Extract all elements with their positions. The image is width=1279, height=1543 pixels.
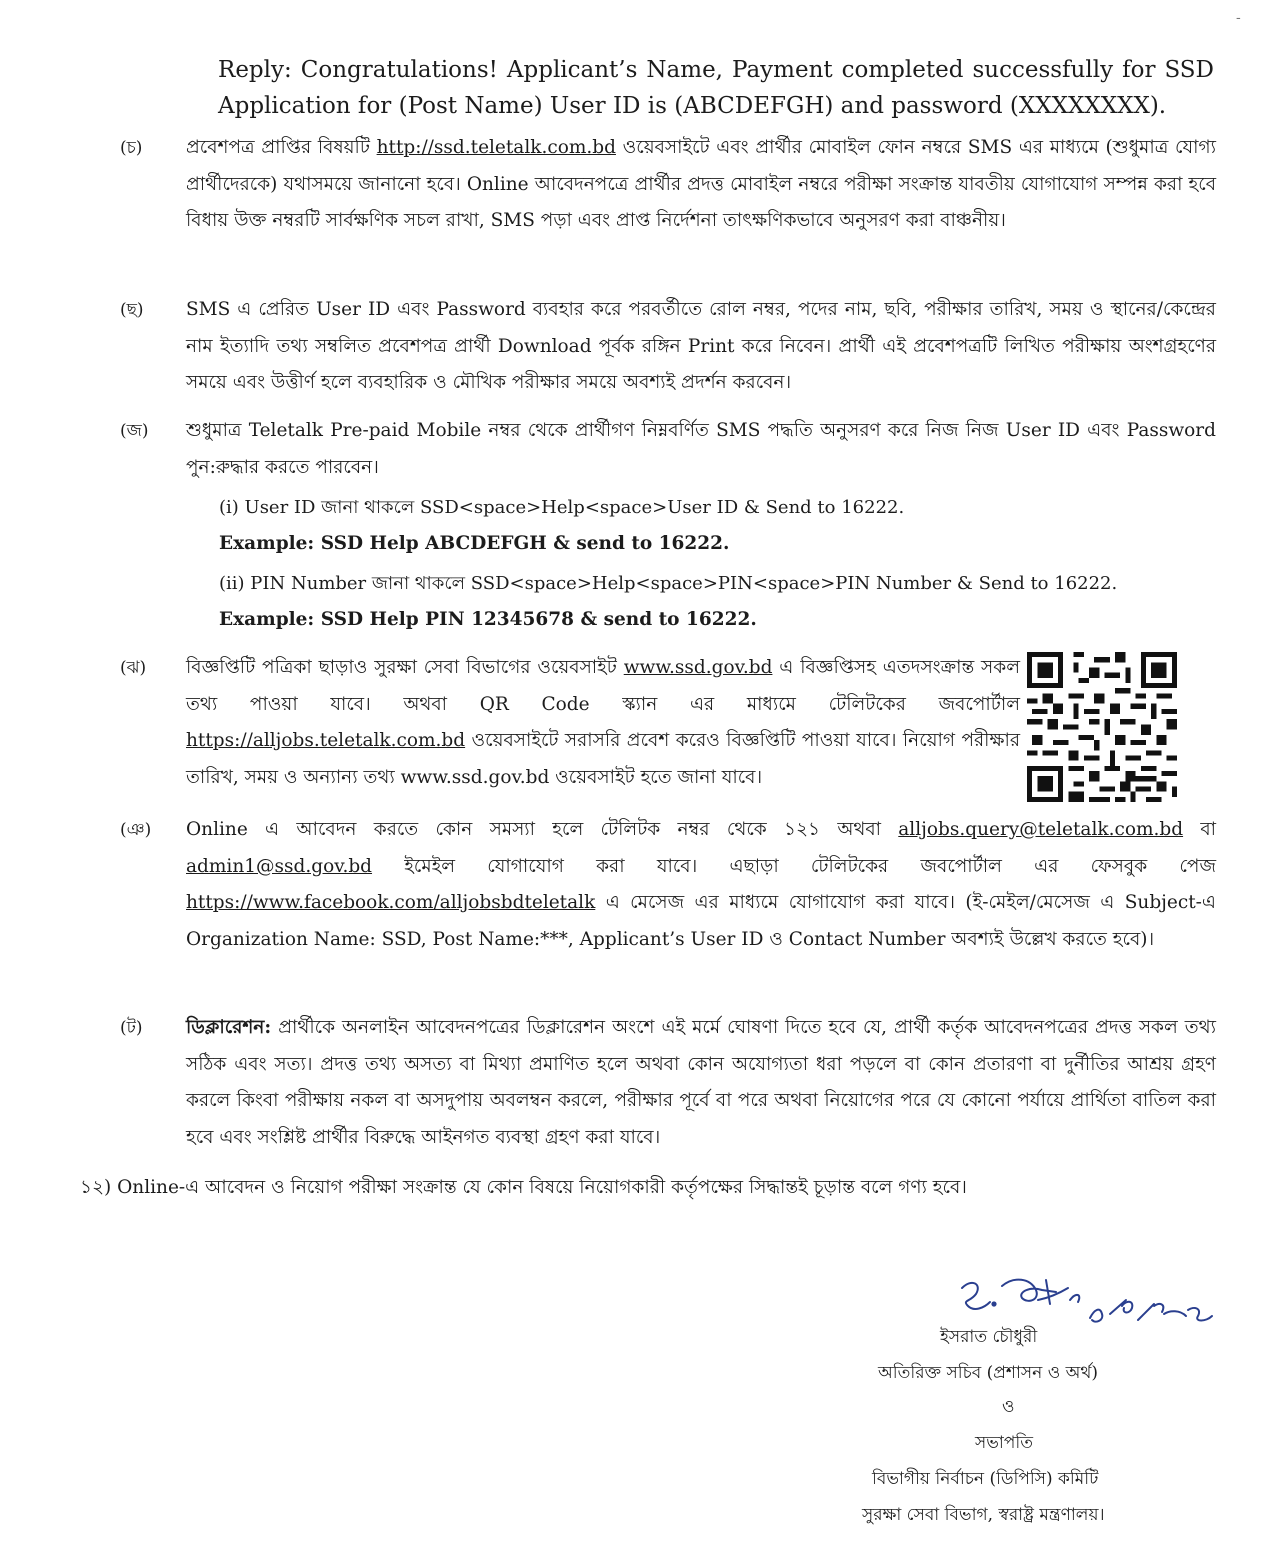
item-label: (ট) bbox=[120, 1018, 143, 1038]
final-clause: ১২) Online-এ আবেদন ও নিয়োগ পরীক্ষা সংক্রান্ত যে কোন বিষয়ে নিয়োগকারী কর্তৃপক্ষের সিদ্ধান্তই চূড়ান্ত বলে গণ্য হবে। bbox=[80, 1177, 967, 1198]
item-body bbox=[186, 1010, 1216, 1156]
item-text: ইমেইল যোগাযোগ করা যাবে। এছাড়া টেলিটকের জবপোর্টাল এর ফেসবুক পেজ bbox=[372, 855, 1216, 877]
signatory-role: সভাপতি bbox=[975, 1433, 1033, 1453]
item-body bbox=[186, 130, 1216, 240]
teletalk-query-email-link[interactable]: alljobs.query@teletalk.com.bd bbox=[898, 819, 1184, 840]
item-label: (জ) bbox=[120, 421, 149, 441]
qr-code-image[interactable] bbox=[1027, 652, 1177, 802]
item-text: ওয়েবসাইটে সরাসরি প্রবেশ করেও বিজ্ঞপ্তিটি পাওয়া যাবে। নিয়োগ পরীক্ষার তারিখ, সময় ও অন্যান্য তথ্য www.ssd.gov.bd ওয়েবসাইট হতে জানা যাবে। bbox=[186, 730, 1020, 788]
item-text: এ বিজ্ঞপ্তিসহ এতদসংক্রান্ত সকল তথ্য পাওয়া যাবে। অথবা QR Code স্ক্যান এর মাধ্যমে টেলিটকের জবপোর্টাল bbox=[186, 657, 1020, 715]
reply-message: Reply: Congratulations! Applicant’s Name, Payment completed successfully for SSD Application for (Post Name) User ID is (ABCDEFGH) and password (XXXXXXXX). bbox=[218, 57, 1214, 119]
admit-card-link[interactable]: http://ssd.teletalk.com.bd bbox=[376, 137, 616, 158]
item-body: SMS এ প্রেরিত User ID এবং Password ব্যবহার করে পরবর্তীতে রোল নম্বর, পদের নাম, ছবি, পরীক্ষার তারিখ, সময় ও স্থানের/কেন্দ্রের নাম ইত্যাদি তথ্য সম্বলিত প্রবেশপত্র প্রার্থী Download পূর্বক রঙ্গিন Print করে নিবেন। প্রার্থী এই প্রবেশপত্রটি লিখিত পরীক্ষায় অংশগ্রহণের সময়ে এবং উত্তীর্ণ হলে ব্যবহারিক ও মৌখিক পরীক্ষার সময়ে অবশ্যই প্রদর্শন করবেন। bbox=[186, 299, 1216, 393]
item-text: বিজ্ঞপ্তিটি পত্রিকা ছাড়াও সুরক্ষা সেবা বিভাগের ওয়েবসাইট bbox=[186, 657, 624, 678]
alljobs-portal-link[interactable]: https://alljobs.teletalk.com.bd bbox=[186, 730, 466, 751]
item-label: (ছ) bbox=[120, 300, 144, 320]
item-label: (ঝ) bbox=[120, 658, 147, 678]
signatory-name: ইসরাত চৌধুরী bbox=[940, 1327, 1038, 1347]
item-body bbox=[186, 413, 1216, 638]
item-text: বা bbox=[1183, 819, 1216, 840]
item-label: (চ) bbox=[120, 138, 143, 158]
item-text: প্রার্থীকে অনলাইন আবেদনপত্রের ডিক্লারেশন অংশে এই মর্মে ঘোষণা দিতে হবে যে, প্রার্থী কর্তৃক আবেদনপত্রের প্রদত্ত সকল তথ্য সঠিক এবং সত্য। প্রদত্ত তথ্য অসত্য বা মিথ্যা প্রমাণিত হলে অথবা কোন অযোগ্যতা ধরা পড়লে বা কোন প্রতারণা বা দুর্নীতির আশ্রয় গ্রহণ করলে কিংবা পরীক্ষায় নকল বা অসদুপায় অবলম্বন করলে, পরীক্ষার পূর্বে বা পরে অথবা নিয়োগের পরে যে কোনো পর্যায়ে প্রার্থিতা বাতিল করা হবে এবং সংশ্লিষ্ট প্রার্থীর বিরুদ্ধে আইনগত ব্যবস্থা গ্রহণ করা যাবে। bbox=[186, 1017, 1216, 1148]
signatory-conjunction: ও bbox=[1002, 1397, 1015, 1417]
signatory-committee: বিভাগীয় নির্বাচন (ডিপিসি) কমিটি bbox=[872, 1469, 1099, 1489]
item-label: (ঞ) bbox=[120, 820, 152, 840]
signatory-office: সুরক্ষা সেবা বিভাগ, স্বরাষ্ট্র মন্ত্রণালয়। bbox=[862, 1505, 1105, 1525]
ssd-website-link[interactable]: www.ssd.gov.bd bbox=[623, 657, 773, 678]
item-text: ওয়েবসাইটে এবং প্রার্থীর মোবাইল ফোন নম্বরে SMS এর মাধ্যমে (শুধুমাত্র যোগ্য প্রার্থীদেরকে) যথাসময়ে জানানো হবে। Online আবেদনপত্রে প্রার্থীর প্রদত্ত মোবাইল নম্বরে পরীক্ষা সংক্রান্ত যাবতীয় যোগাযোগ সম্পন্ন করা হবে বিধায় উক্ত নম্বরটি সার্বক্ষণিক সচল রাখা, SMS পড়া এবং প্রাপ্ত নির্দেশনা তাৎক্ষণিকভাবে অনুসরণ করা বাঞ্চনীয়। bbox=[186, 137, 1216, 231]
declaration-heading: ডিক্লারেশন: bbox=[186, 1017, 272, 1038]
item-body bbox=[186, 812, 1216, 958]
item-text: শুধুমাত্র Teletalk Pre-paid Mobile নম্বর থেকে প্রার্থীগণ নিম্নবর্ণিত SMS পদ্ধতি অনুসরণ করে নিজ নিজ User ID এবং Password পুন:রুদ্ধার করতে পারবেন। bbox=[186, 420, 1216, 478]
facebook-page-link[interactable]: https://www.facebook.com/alljobsbdteletalk bbox=[186, 892, 596, 913]
item-text: এ মেসেজ এর মাধ্যমে যোগাযোগ করা যাবে। (ই-মেইল/মেসেজ এ Subject-এ Organization Name: SSD, Post Name:***, Applicant’s User ID ও Contact Number অবশ্যই উল্লেখ করতে হবে)। bbox=[186, 892, 1216, 950]
item-text: প্রবেশপত্র প্রাপ্তির বিষয়টি bbox=[186, 137, 377, 158]
corner-mark: - bbox=[1236, 10, 1241, 26]
item-text: Online এ আবেদন করতে কোন সমস্যা হলে টেলিটক নম্বর থেকে ১২১ অথবা bbox=[186, 819, 899, 840]
signatory-designation: অতিরিক্ত সচিব (প্রশাসন ও অর্থ) bbox=[878, 1363, 1098, 1383]
sms-instruction-user-id: (i) User ID জানা থাকলে SSD<space>Help<space>User ID & Send to 16222. bbox=[219, 497, 905, 518]
ssd-admin-email-link[interactable]: admin1@ssd.gov.bd bbox=[186, 855, 373, 877]
item-body bbox=[186, 650, 1020, 796]
sms-example-pin: Example: SSD Help PIN 12345678 & send to 16222. bbox=[219, 609, 757, 630]
sms-example-user-id: Example: SSD Help ABCDEFGH & send to 16222. bbox=[219, 533, 730, 554]
sms-instruction-pin: (ii) PIN Number জানা থাকলে SSD<space>Help<space>PIN<space>PIN Number & Send to 16222. bbox=[219, 573, 1118, 594]
